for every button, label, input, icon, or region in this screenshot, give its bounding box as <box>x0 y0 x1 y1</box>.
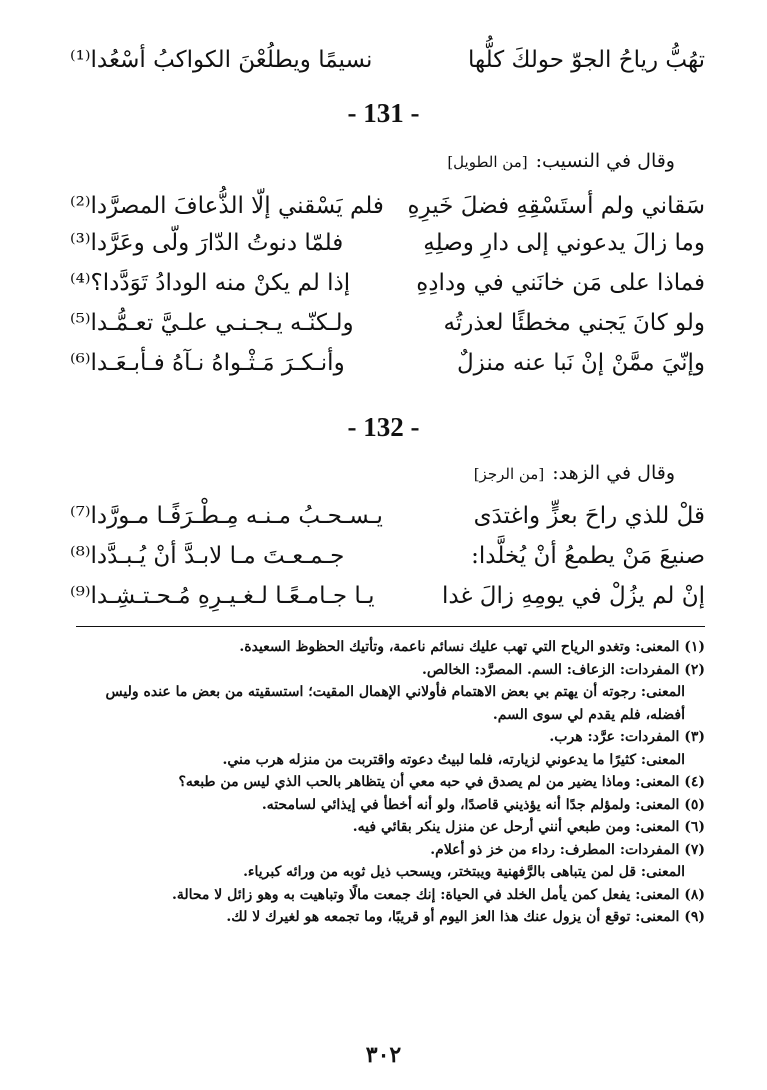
poem-number-132: - 132 - <box>347 412 420 442</box>
hemistich-second: جـمـعـتَ مـا لابـدَّ أنْ يُـبـدَّدا⁽⁸⁾ <box>70 543 345 569</box>
hemistich-second: يـسـحـبُ مـنـه مِـطْـرَفًـا مـورَّدا⁽⁷⁾ <box>70 503 383 529</box>
footnotes <box>70 636 705 929</box>
footnote: المعنى: رجوته أن يهتم بي بعض الاهتمام فأولاني الإهمال المقيت؛ استسقيته من بعض ما عنده وليس أفضله، فلم يقدم لي سوى السم. <box>105 684 685 723</box>
hemistich-second: يـا جـامـعًـا لـغـيـرِهِ مُـحـتـشِـدا⁽⁹⁾ <box>70 583 375 609</box>
footnote: (٢) المفردات: الزعاف: السم. المصرَّد: الخالص. <box>422 661 705 678</box>
hemistich-first: وما زالَ يدعوني إلى دارِ وصلِهِ <box>423 230 705 256</box>
verse-line <box>70 536 705 576</box>
page-number: ٣٠٢ <box>365 1042 402 1068</box>
footnote-divider <box>76 626 705 627</box>
hemistich-first: صنيعَ مَنْ يطمعُ أنْ يُخلَّدا: <box>471 543 705 569</box>
verse-line <box>70 576 705 616</box>
verse-line <box>70 186 705 226</box>
footnote: (٩) المعنى: توقع أن يزول عنك هذا العز اليوم أو قريبًا، وما تجمعه هو لغيرك لا لك. <box>226 909 705 925</box>
hemistich-second: إذا لم يكنْ منه الودادُ تَوَدَّدا؟⁽⁴⁾ <box>70 270 351 296</box>
hemistich-first: ولو كانَ يَجني مخطئًا لعذرتُه <box>443 310 705 336</box>
hemistich-second: فلم يَسْقني إلّا الذُّعافَ المصرَّدا⁽²⁾ <box>70 193 384 219</box>
footnote: المعنى: كثيرًا ما يدعوني لزيارته، فلما لبيتُ دعوته واقتربت من منزله هرب مني. <box>222 751 685 768</box>
poem-intro <box>474 462 675 484</box>
meter-label: [من الرجز] <box>473 465 545 483</box>
intro-text: وقال في الزهد: <box>552 462 675 484</box>
hemistich-first: تهُبُّ رياحُ الجوّ حولكَ كلُّها <box>468 47 705 73</box>
intro-text: وقال في النسيب: <box>535 150 675 172</box>
hemistich-first: وإنّيَ ممَّنْ إنْ نَبا عنه منزلٌ <box>456 350 705 376</box>
verse-line <box>70 343 705 383</box>
footnote: (١) المعنى: وتغدو الرياح التي تهب عليك نسائم ناعمة، وتأتيك الحظوظ السعيدة. <box>239 639 705 655</box>
hemistich-first: إنْ لم يزُلْ في يومِهِ زالَ غدا <box>441 583 705 609</box>
top-verse <box>70 40 705 80</box>
hemistich-second: ولـكنّـه يـجـنـي علـيَّ تعـمُّـدا⁽⁵⁾ <box>70 310 354 336</box>
verse-line <box>70 263 705 303</box>
hemistich-second: نسيمًا ويطلُعْنَ الكواكبُ أسْعُدا⁽¹⁾ <box>70 47 373 73</box>
verse-line <box>70 303 705 343</box>
hemistich-first: قلْ للذي راحَ بعزٍّ واغتدَى <box>473 503 705 529</box>
verse-line <box>70 496 705 536</box>
footnote: المعنى: قل لمن يتباهى بالرَّفهنية ويبتختر، ويسحب ذيل ثوبه من ورائه كبرياء. <box>243 864 685 880</box>
poem-number-131: - 131 - <box>347 98 420 128</box>
footnote: (٣) المفردات: عرَّد: هرب. <box>549 729 705 745</box>
footnote: (٤) المعنى: وماذا يضير من لم يصدق في حبه معي أن يتظاهر بالحب الذي ليس من طبعه؟ <box>178 774 705 790</box>
footnote: (٨) المعنى: يفعل كمن يأمل الخلد في الحياة: إنك جمعت مالًا وتباهيت به وهو زائل لا محالة. <box>171 886 705 903</box>
footnote: (٦) المعنى: ومن طبعي أنني أرحل عن منزل ينكر بقائي فيه. <box>352 819 705 835</box>
hemistich-first: فماذا على مَن خانَني في ودادِهِ <box>416 270 705 296</box>
hemistich-second: وأنـكـرَ مَـثْـواهُ نـآهُ فـأبـعَـدا⁽⁶⁾ <box>70 350 345 376</box>
verse-line <box>70 223 705 263</box>
hemistich-first: سَقاني ولم أستَسْقِهِ فضلَ خَيرِهِ <box>407 193 705 219</box>
hemistich-second: فلمّا دنوتُ الدّارَ ولّى وعَرَّدا⁽³⁾ <box>70 230 344 256</box>
footnote: (٥) المعنى: ولمؤلم جدًا أنه يؤذيني قاصدًا، ولو أنه أخطأ في إيذائي لسامحته. <box>261 796 705 813</box>
footnote: (٧) المفردات: المطرف: رداء من خز ذو أعلام. <box>430 841 705 858</box>
meter-label: [من الطويل] <box>447 153 528 171</box>
poem-intro <box>447 150 675 172</box>
